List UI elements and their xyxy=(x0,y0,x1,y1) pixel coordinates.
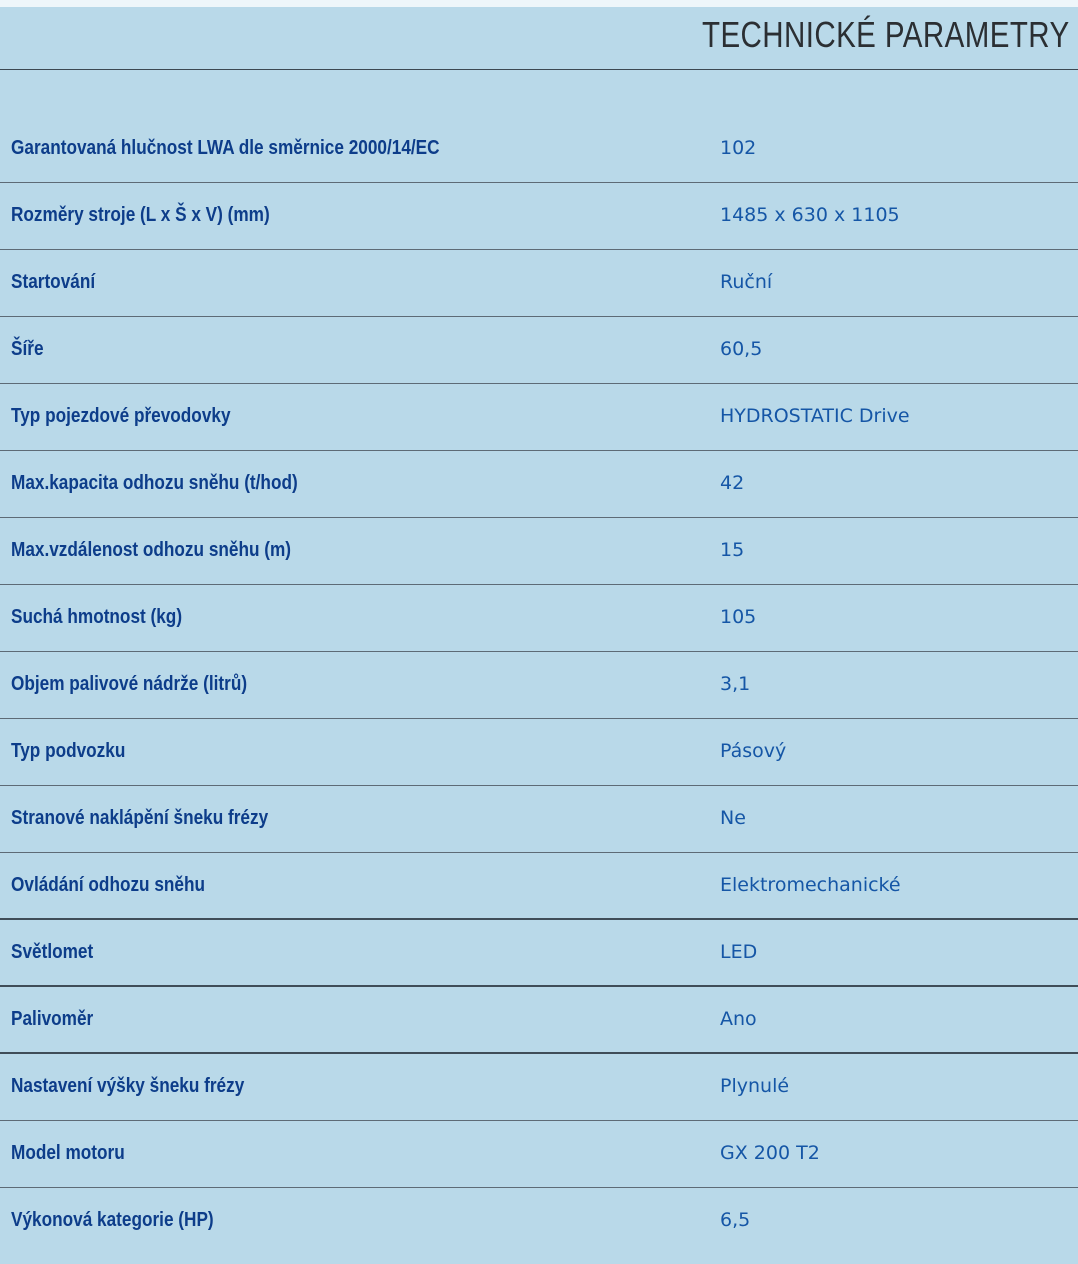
spec-row xyxy=(0,786,1078,853)
spec-row xyxy=(0,384,1078,451)
spec-row xyxy=(0,183,1078,250)
spec-row xyxy=(0,1054,1078,1121)
spec-row xyxy=(0,1188,1078,1255)
spec-row xyxy=(0,250,1078,317)
spec-value: 102 xyxy=(720,137,757,159)
spec-value: GX 200 T2 xyxy=(720,1142,820,1164)
header-divider xyxy=(0,69,1078,70)
spec-label: Startování xyxy=(11,271,96,293)
spec-value: Pásový xyxy=(720,740,787,762)
spec-row xyxy=(0,1121,1078,1188)
spec-row xyxy=(0,987,1078,1054)
spec-value: Ruční xyxy=(720,271,773,293)
spec-row xyxy=(0,451,1078,518)
spec-value: 42 xyxy=(720,472,745,494)
spec-label: Suchá hmotnost (kg) xyxy=(11,606,183,628)
spec-value: 1485 x 630 x 1105 xyxy=(720,204,900,226)
spec-label: Palivoměr xyxy=(11,1008,94,1030)
spec-value: Plynulé xyxy=(720,1075,790,1097)
spec-label: Rozměry stroje (L x Š x V) (mm) xyxy=(11,204,270,226)
spec-value: Ne xyxy=(720,807,746,829)
spec-label: Výkonová kategorie (HP) xyxy=(11,1209,214,1231)
spec-value: 15 xyxy=(720,539,745,561)
spec-table xyxy=(0,116,1078,1255)
spec-row xyxy=(0,518,1078,585)
spec-label: Model motoru xyxy=(11,1142,125,1164)
spec-row xyxy=(0,317,1078,384)
spec-row xyxy=(0,853,1078,920)
spec-label: Ovládání odhozu sněhu xyxy=(11,874,205,896)
spec-label: Stranové naklápění šneku frézy xyxy=(11,807,269,829)
spec-value: 6,5 xyxy=(720,1209,751,1231)
page-title: TECHNICKÉ PARAMETRY xyxy=(702,14,1070,55)
spec-row xyxy=(0,652,1078,719)
spec-row xyxy=(0,585,1078,652)
spec-value: HYDROSTATIC Drive xyxy=(720,405,910,427)
spec-value: Ano xyxy=(720,1008,757,1030)
spec-label: Garantovaná hlučnost LWA dle směrnice 2000/14/EC xyxy=(11,137,440,159)
spec-label: Max.kapacita odhozu sněhu (t/hod) xyxy=(11,472,298,494)
spec-value: 60,5 xyxy=(720,338,763,360)
spec-label: Max.vzdálenost odhozu sněhu (m) xyxy=(11,539,291,561)
spec-label: Nastavení výšky šneku frézy xyxy=(11,1075,245,1097)
spec-row xyxy=(0,920,1078,987)
spec-label: Objem palivové nádrže (litrů) xyxy=(11,673,248,695)
spec-row xyxy=(0,116,1078,183)
spec-value: Elektromechanické xyxy=(720,874,901,896)
spec-value: 3,1 xyxy=(720,673,751,695)
spec-label: Typ pojezdové převodovky xyxy=(11,405,231,427)
spec-value: 105 xyxy=(720,606,757,628)
spec-value: LED xyxy=(720,941,758,963)
spec-label: Světlomet xyxy=(11,941,94,963)
top-border xyxy=(0,0,1078,7)
spec-row xyxy=(0,719,1078,786)
spec-label: Šíře xyxy=(11,338,44,360)
spec-label: Typ podvozku xyxy=(11,740,126,762)
